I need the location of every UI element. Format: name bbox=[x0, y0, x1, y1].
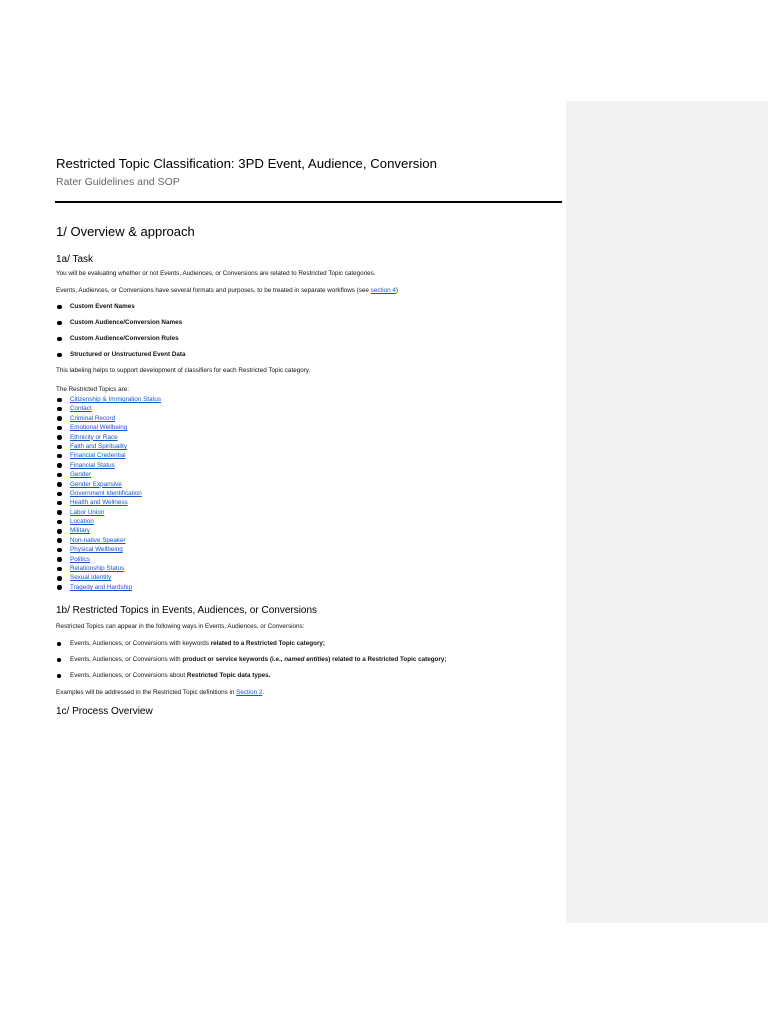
section-2-link[interactable]: Section 2 bbox=[236, 689, 263, 696]
bullet-icon bbox=[57, 305, 62, 310]
topic-item bbox=[70, 461, 370, 470]
bullet-icon bbox=[57, 398, 62, 403]
bullet-icon bbox=[57, 445, 62, 450]
format-item-custom-event-names: Custom Event Names bbox=[70, 303, 135, 310]
topic-item bbox=[70, 414, 370, 423]
topic-link[interactable]: Sexual Identity bbox=[70, 574, 112, 582]
topic-link[interactable]: Financial Credential bbox=[70, 452, 126, 460]
document-subtitle: Rater Guidelines and SOP bbox=[56, 176, 180, 188]
topic-link[interactable]: Military bbox=[70, 527, 90, 535]
way-item-named-entities: Events, Audiences, or Conversions with product or service keywords (i.e., named entities) related to a Restricted Topic category; bbox=[70, 656, 446, 663]
topic-link[interactable]: Health and Wellness bbox=[70, 499, 128, 507]
title-divider bbox=[55, 201, 562, 203]
bullet-icon bbox=[57, 435, 62, 440]
topic-item bbox=[70, 583, 370, 592]
topic-link[interactable]: Citizenship & Immigration Status bbox=[70, 396, 161, 403]
topic-link[interactable]: Criminal Record bbox=[70, 414, 116, 422]
topic-link[interactable]: Emotional Wellbeing bbox=[70, 424, 128, 432]
task-paragraph-2: Events, Audiences, or Conversions have several formats and purposes, to be treated in separate workflows (see section 4) bbox=[56, 287, 398, 294]
bullet-icon bbox=[57, 658, 61, 662]
bullet-icon bbox=[57, 473, 62, 478]
topic-item bbox=[70, 395, 370, 404]
topic-link[interactable]: Gender bbox=[70, 471, 92, 479]
topic-item bbox=[70, 517, 370, 526]
topic-item bbox=[70, 526, 370, 535]
way-item-keywords: Events, Audiences, or Conversions with keywords related to a Restricted Topic category; bbox=[70, 640, 325, 647]
topic-item bbox=[70, 536, 370, 545]
examples-paragraph: Examples will be addressed in the Restricted Topic definitions in Section 2. bbox=[56, 689, 265, 696]
format-item-event-data: Structured or Unstructured Event Data bbox=[70, 351, 185, 358]
topic-link[interactable]: Contact bbox=[70, 405, 92, 413]
heading-1c: 1c/ Process Overview bbox=[56, 706, 153, 717]
topics-intro: The Restricted Topics are: bbox=[56, 386, 130, 393]
bullet-icon bbox=[57, 407, 62, 412]
bullet-icon bbox=[57, 416, 62, 421]
bullet-icon bbox=[57, 520, 62, 525]
restricted-topics-list bbox=[70, 395, 370, 592]
bullet-icon bbox=[57, 674, 61, 678]
bullet-icon bbox=[57, 321, 62, 326]
way-item-data-types: Events, Audiences, or Conversions about Restricted Topic data types. bbox=[70, 672, 270, 679]
topic-item bbox=[70, 498, 370, 507]
labeling-paragraph: This labeling helps to support development of classifiers for each Restricted Topic category. bbox=[56, 367, 311, 374]
topic-item bbox=[70, 545, 370, 554]
topic-item bbox=[70, 433, 370, 442]
topic-link[interactable]: Ethnicity or Race bbox=[70, 433, 118, 441]
topic-item bbox=[70, 480, 370, 489]
topic-item bbox=[70, 470, 370, 479]
topic-link[interactable]: Politics bbox=[70, 555, 90, 563]
bullet-icon bbox=[57, 501, 62, 506]
topic-link[interactable]: Physical Wellbeing bbox=[70, 546, 123, 554]
topic-item bbox=[70, 555, 370, 564]
bullet-icon bbox=[57, 492, 62, 497]
topic-item bbox=[70, 451, 370, 460]
topic-link[interactable]: Gender Expansive bbox=[70, 480, 122, 488]
topic-link[interactable]: Location bbox=[70, 518, 94, 526]
bullet-icon bbox=[57, 510, 62, 515]
bullet-icon bbox=[57, 576, 62, 581]
bullet-icon bbox=[57, 463, 62, 468]
document-title: Restricted Topic Classification: 3PD Event, Audience, Conversion bbox=[56, 156, 437, 171]
topic-item bbox=[70, 404, 370, 413]
format-item-custom-audience-names: Custom Audience/Conversion Names bbox=[70, 319, 182, 326]
bullet-icon bbox=[57, 585, 62, 590]
comments-margin bbox=[566, 101, 768, 923]
heading-1b: 1b/ Restricted Topics in Events, Audiences, or Conversions bbox=[56, 605, 318, 616]
topic-item bbox=[70, 508, 370, 517]
bullet-icon bbox=[57, 426, 62, 431]
section-4-link[interactable]: section 4 bbox=[370, 287, 396, 294]
bullet-icon bbox=[57, 642, 61, 646]
bullet-icon bbox=[57, 557, 62, 562]
bullet-icon bbox=[57, 548, 62, 553]
topic-item bbox=[70, 489, 370, 498]
section-1b-intro: Restricted Topics can appear in the following ways in Events, Audiences, or Conversions: bbox=[56, 623, 305, 630]
bullet-icon bbox=[57, 337, 62, 342]
format-item-custom-audience-rules: Custom Audience/Conversion Rules bbox=[70, 335, 179, 342]
bullet-icon bbox=[57, 529, 62, 534]
topic-link[interactable]: Faith and Spirituality bbox=[70, 442, 128, 450]
topic-item bbox=[70, 573, 370, 582]
heading-overview: 1/ Overview & approach bbox=[56, 224, 195, 239]
topic-link[interactable]: Relationship Status bbox=[70, 565, 125, 573]
topic-link[interactable]: Non-native Speaker bbox=[70, 536, 126, 544]
topic-link[interactable]: Financial Status bbox=[70, 461, 115, 469]
bullet-icon bbox=[57, 353, 62, 358]
task-paragraph-1: You will be evaluating whether or not Events, Audiences, or Conversions are related to Restricted Topic categories. bbox=[56, 270, 376, 277]
bullet-icon bbox=[57, 454, 62, 459]
topic-link[interactable]: Labor Union bbox=[70, 508, 105, 516]
topic-item bbox=[70, 442, 370, 451]
topic-item bbox=[70, 423, 370, 432]
bullet-icon bbox=[57, 567, 62, 572]
topic-link[interactable]: Tragedy and Hardship bbox=[70, 583, 133, 591]
topic-link[interactable]: Government Identification bbox=[70, 489, 142, 497]
heading-task: 1a/ Task bbox=[56, 254, 94, 265]
bullet-icon bbox=[57, 538, 62, 543]
topic-item bbox=[70, 564, 370, 573]
bullet-icon bbox=[57, 482, 62, 487]
